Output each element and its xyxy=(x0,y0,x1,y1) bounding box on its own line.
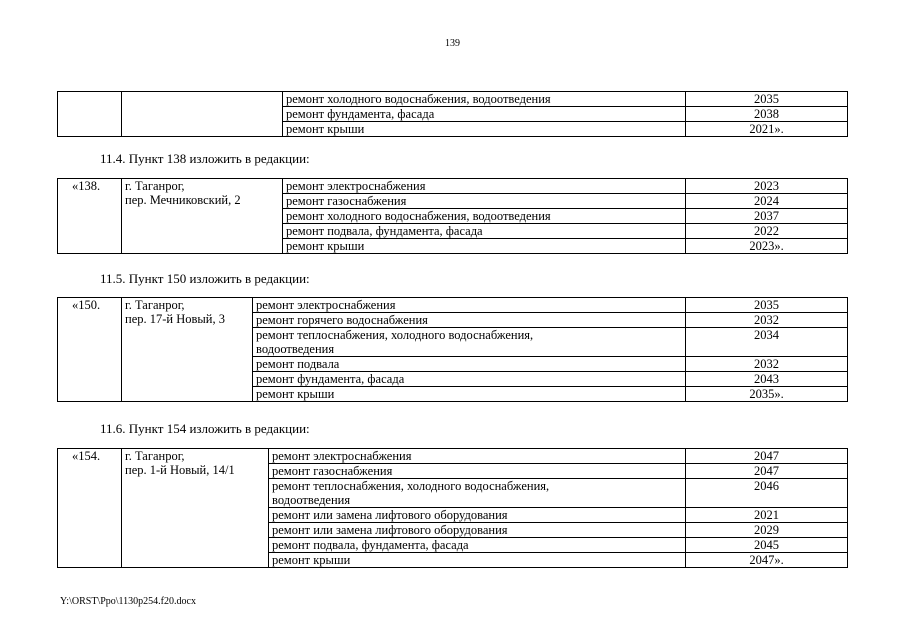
year-cell: 2023 xyxy=(686,179,848,194)
address-cell xyxy=(122,92,283,137)
year-cell: 2047». xyxy=(686,553,848,568)
work-type-cell: ремонт или замена лифтового оборудования xyxy=(269,523,686,538)
instruction-11-6: 11.6. Пункт 154 изложить в редакции: xyxy=(100,421,310,436)
work-type-cell: ремонт фундамента, фасада xyxy=(253,372,686,387)
year-cell: 2046 xyxy=(686,479,848,508)
year-cell: 2035». xyxy=(686,387,848,402)
year-cell: 2024 xyxy=(686,194,848,209)
table-row xyxy=(58,298,848,313)
work-type-cell: ремонт газоснабжения xyxy=(269,464,686,479)
work-type-cell: ремонт крыши xyxy=(269,553,686,568)
work-type-cell: ремонт холодного водоснабжения, водоотведения xyxy=(283,92,686,107)
year-cell: 2043 xyxy=(686,372,848,387)
work-type-cell: ремонт крыши xyxy=(283,122,686,137)
work-type-cell: ремонт подвала, фундамента, фасада xyxy=(269,538,686,553)
table-item-138 xyxy=(57,178,848,254)
year-cell: 2038 xyxy=(686,107,848,122)
year-cell: 2029 xyxy=(686,523,848,538)
year-cell: 2021». xyxy=(686,122,848,137)
year-cell: 2032 xyxy=(686,313,848,328)
work-type-cell: ремонт горячего водоснабжения xyxy=(253,313,686,328)
item-number: «150. xyxy=(58,298,122,402)
address-cell: г. Таганрог, пер. Мечниковский, 2 xyxy=(122,179,283,254)
year-cell: 2021 xyxy=(686,508,848,523)
year-cell: 2022 xyxy=(686,224,848,239)
work-type-cell: ремонт электроснабжения xyxy=(269,449,686,464)
work-type-cell: ремонт или замена лифтового оборудования xyxy=(269,508,686,523)
work-type-cell: ремонт электроснабжения xyxy=(283,179,686,194)
work-type-cell: ремонт фундамента, фасада xyxy=(283,107,686,122)
work-type-cell: ремонт газоснабжения xyxy=(283,194,686,209)
year-cell: 2047 xyxy=(686,449,848,464)
work-type-cell: ремонт холодного водоснабжения, водоотведения xyxy=(283,209,686,224)
table-row xyxy=(58,179,848,194)
work-type-cell: ремонт подвала xyxy=(253,357,686,372)
address-cell: г. Таганрог, пер. 1-й Новый, 14/1 xyxy=(122,449,269,568)
work-type-cell: ремонт подвала, фундамента, фасада xyxy=(283,224,686,239)
page-number: 139 xyxy=(445,38,460,49)
address-cell: г. Таганрог, пер. 17-й Новый, 3 xyxy=(122,298,253,402)
year-cell: 2037 xyxy=(686,209,848,224)
table-item-150 xyxy=(57,297,848,402)
year-cell: 2047 xyxy=(686,464,848,479)
year-cell: 2035 xyxy=(686,298,848,313)
work-type-cell: ремонт электроснабжения xyxy=(253,298,686,313)
year-cell: 2032 xyxy=(686,357,848,372)
year-cell: 2023». xyxy=(686,239,848,254)
table-row xyxy=(58,449,848,464)
item-number: «154. xyxy=(58,449,122,568)
year-cell: 2045 xyxy=(686,538,848,553)
work-type-cell: ремонт крыши xyxy=(253,387,686,402)
work-type-cell: ремонт теплоснабжения, холодного водоснабжения, водоотведения xyxy=(269,479,686,508)
year-cell: 2034 xyxy=(686,328,848,357)
table-continuation xyxy=(57,91,848,137)
work-type-cell: ремонт теплоснабжения, холодного водоснабжения, водоотведения xyxy=(253,328,686,357)
instruction-11-4: 11.4. Пункт 138 изложить в редакции: xyxy=(100,151,310,166)
work-type-cell: ремонт крыши xyxy=(283,239,686,254)
item-number: «138. xyxy=(58,179,122,254)
table-item-154 xyxy=(57,448,848,568)
footer-file-path: Y:\ORST\Ppo\1130p254.f20.docx xyxy=(60,596,196,607)
instruction-11-5: 11.5. Пункт 150 изложить в редакции: xyxy=(100,271,310,286)
table-row xyxy=(58,92,848,107)
item-number xyxy=(58,92,122,137)
year-cell: 2035 xyxy=(686,92,848,107)
